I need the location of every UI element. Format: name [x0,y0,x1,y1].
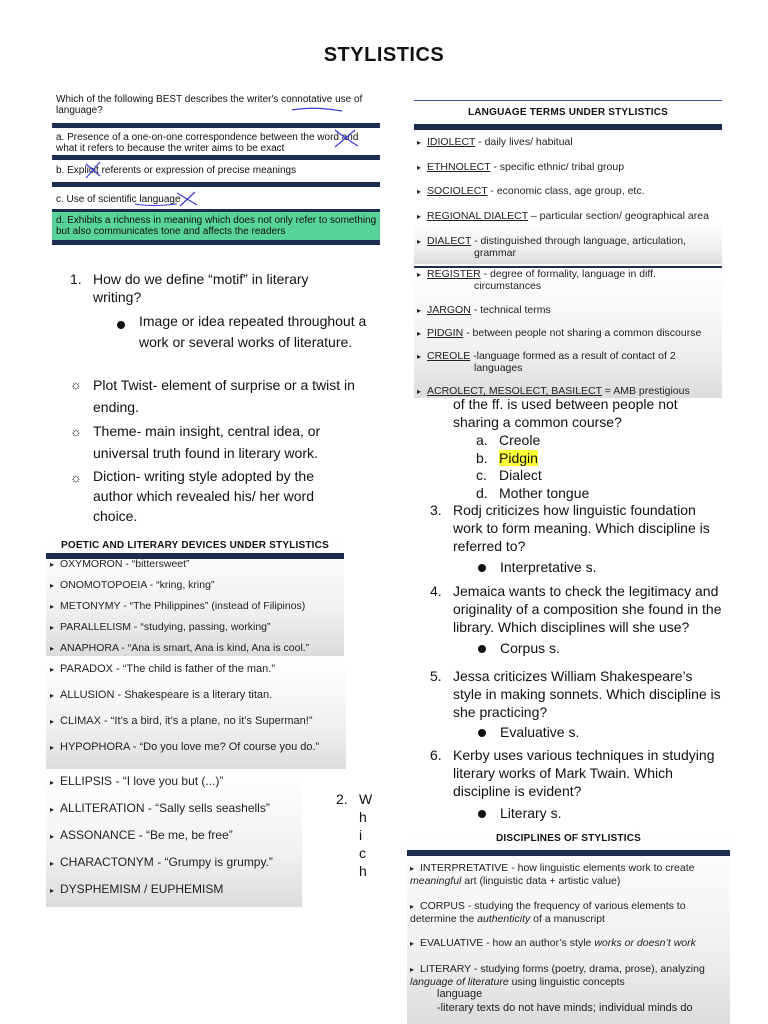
quiz-option-d: d. Exhibits a richness in meaning which does not only refer to something but also communicates tone and affects the readers [56,215,377,237]
vertical-letter: h [359,863,367,879]
term-name: SOCIOLECT [427,185,488,197]
question-number: 5. [430,668,442,684]
triangle-bullet-icon: ▸ [417,138,422,147]
triangle-bullet-icon: ▸ [417,387,422,396]
option-letter: c. [476,467,487,483]
term-definition: - specific ethnic/ tribal group [490,161,625,173]
device-item [50,579,214,592]
term-item [474,280,541,292]
question-1-number: 1. [70,271,82,287]
discipline-emphasis: language of literature [410,976,509,988]
device-item [50,642,309,655]
term-definition: - between people not sharing a common discourse [463,327,702,339]
triangle-bullet-icon: ▸ [417,352,422,361]
device-text: ALLUSION - Shakespeare is a literary titan. [60,689,273,701]
term-name: ETHNOLECT [427,161,491,173]
sun-bullet-icon: ☼ [70,470,82,485]
quiz-option-b: b. Explicit referents or expression of precise meanings [56,165,297,176]
term-definition: - degree of formality, language in diff. [480,268,656,280]
triangle-bullet-icon: ▸ [410,965,415,974]
device-text: CLIMAX - “It’s a bird, it’s a plane, no it’s Superman!” [60,715,313,727]
triangle-bullet-icon: ▸ [50,560,55,569]
term-definition: languages [474,362,523,374]
question-text: Kerby uses various techniques in studying literary works of Mark Twain. Which discipline is evident? [453,747,715,799]
term-name: ACROLECT, MESOLECT, BASILECT [427,385,602,397]
question-answer: Evaluative s. [500,724,580,740]
triangle-bullet-icon: ▸ [417,237,422,246]
bullet-icon [478,810,486,818]
question-number: 3. [430,502,442,518]
term-definition: - daily lives/ habitual [475,136,573,148]
device-item [50,715,313,728]
term-item [417,350,676,363]
devices-header: POETIC AND LITERARY DEVICES UNDER STYLISTICS [61,540,329,551]
sun-bullet-icon: ☼ [70,424,82,439]
vertical-letter: i [359,827,363,843]
triangle-bullet-icon: ▸ [50,832,55,841]
question-2-continuation: of the ff. is used between people not sharing a common course? [453,396,678,430]
device-item [50,775,223,789]
discipline-item [410,862,730,887]
discipline-item [410,900,730,925]
term-item [417,235,686,248]
quiz-option-a: a. Presence of a one-on-one correspondence between the word and what it refers to because the writer aims to be exact [56,132,359,154]
device-text: METONYMY - “The Philippines” (instead of Filipinos) [60,600,306,612]
bullet-icon [478,729,486,737]
term-item [417,210,709,223]
triangle-bullet-icon: ▸ [50,778,55,787]
device-item [50,741,319,754]
discipline-text: CORPUS - studying the frequency of various elements to determine the [410,900,686,925]
discipline-text: using linguistic concepts [508,976,625,988]
list-item: Diction- writing style adopted by the author which revealed his/ her word choice. [93,468,315,524]
triangle-bullet-icon: ▸ [50,581,55,590]
term-name: DIALECT [427,235,472,247]
question-answer: Interpretative s. [500,559,597,575]
divider [407,850,730,856]
triangle-bullet-icon: ▸ [50,602,55,611]
option-row [476,449,538,467]
term-item [417,161,624,174]
list-item: Theme- main insight, central idea, or universal truth found in literary work. [93,423,321,461]
discipline-item [410,937,730,950]
term-item [417,136,573,149]
bullet-icon [478,564,486,572]
discipline-emphasis: works or doesn’t work [594,937,696,949]
triangle-bullet-icon: ▸ [50,717,55,726]
term-name: REGISTER [427,268,481,280]
triangle-bullet-icon: ▸ [50,805,55,814]
question-text: Jessa criticizes William Shakespeare’s style in making sonnets. Which discipline is she practicing? [453,668,721,720]
triangle-bullet-icon: ▸ [410,939,415,948]
vertical-letter: h [359,809,367,825]
term-definition: -language formed as a result of contact of 2 [470,350,676,362]
term-definition: = AMB prestigious [601,385,690,397]
question-answer: Literary s. [500,805,562,821]
term-item [474,247,516,259]
page-title: STYLISTICS [323,44,445,66]
device-text: CHARACTONYM - “Grumpy is grumpy.” [60,855,273,869]
question-answer: Corpus s. [500,640,560,656]
device-text: ONOMOTOPOEIA - “kring, kring” [60,579,215,591]
term-definition: - distinguished through language, articulation, [471,235,686,247]
triangle-bullet-icon: ▸ [417,306,422,315]
question-number: 4. [430,583,442,599]
device-item [50,621,271,634]
option-letter: d. [476,484,488,501]
device-item [50,689,272,702]
term-item [417,185,645,198]
quiz-image [52,92,380,250]
triangle-bullet-icon: ▸ [417,270,422,279]
bullet-icon [117,316,125,334]
term-name: REGIONAL DIALECT [427,210,528,222]
device-text: ELLIPSIS - “I love you but (...)” [60,774,224,788]
discipline-tail: language [437,988,483,1000]
device-text: ALLITERATION - “Sally sells seashells” [60,801,270,815]
triangle-bullet-icon: ▸ [417,187,422,196]
terms-header: LANGUAGE TERMS UNDER STYLISTICS [467,107,669,118]
quiz-question: Which of the following BEST describes the writer's connotative use of language? [56,94,363,116]
list-item: Plot Twist- element of surprise or a twist in ending. [93,377,355,415]
discipline-text: INTERPRETATIVE - how linguistic elements work to create [420,862,695,874]
question-1-answer: Image or idea repeated throughout a work or several works of literature. [139,313,367,350]
device-text: OXYMORON - “bittersweet” [60,558,190,570]
option-text: Mother tongue [499,484,590,501]
discipline-text: of a manuscript [530,913,605,925]
term-name: JARGON [427,304,471,316]
vertical-letter: W [359,791,373,807]
term-item [417,327,701,340]
triangle-bullet-icon: ▸ [50,859,55,868]
question-2-number: 2. [336,791,348,807]
question-number: 6. [430,747,442,763]
device-item [50,558,190,571]
option-row [476,431,540,449]
triangle-bullet-icon: ▸ [417,212,422,221]
term-item [474,362,522,374]
device-text: HYPOPHORA - “Do you love me? Of course you do.” [60,741,320,753]
bullet-icon [478,645,486,653]
term-item [417,304,551,317]
triangle-bullet-icon: ▸ [50,644,55,653]
option-letter: a. [476,432,488,448]
device-item [50,883,223,897]
question-text: Jemaica wants to check the legitimacy and originality of a composition she found in the library. Which disciplines will she use? [453,583,722,635]
option-text: Pidgin [499,449,538,466]
device-item [50,856,273,870]
discipline-text: EVALUATIVE - how an author’s style [420,937,595,949]
term-name: PIDGIN [427,327,464,339]
option-row [476,466,542,484]
discipline-text: LITERARY - studying forms (poetry, drama, prose), analyzing [420,963,705,975]
triangle-bullet-icon: ▸ [417,329,422,338]
term-definition: circumstances [474,280,542,292]
triangle-bullet-icon: ▸ [417,163,422,172]
device-item [50,663,275,676]
option-text: Creole [499,432,541,448]
term-name: IDIOLECT [427,136,476,148]
device-text: PARALLELISM - “studying, passing, working” [60,621,271,633]
option-letter: b. [476,449,488,466]
device-item [50,600,305,613]
discipline-tail: -literary texts do not have minds; individual minds do [437,1002,693,1014]
discipline-item [410,963,730,988]
question-1-text: How do we define “motif” in literary writing? [93,271,309,305]
pen-marks [52,92,380,250]
discipline-text: art (linguistic data + artistic value) [461,875,621,887]
quiz-option-c: c. Use of scientific language [56,194,181,205]
term-definition: grammar [474,247,517,259]
triangle-bullet-icon: ▸ [50,886,55,895]
term-definition: - technical terms [470,304,551,316]
triangle-bullet-icon: ▸ [50,691,55,700]
triangle-bullet-icon: ▸ [410,902,415,911]
device-text: DYSPHEMISM / EUPHEMISM [60,882,224,896]
triangle-bullet-icon: ▸ [50,743,55,752]
term-definition: – particular section/ geographical area [527,210,709,222]
discipline-emphasis: authenticity [477,913,531,925]
device-text: ANAPHORA - “Ana is smart, Ana is kind, Ana is cool.” [60,642,310,654]
triangle-bullet-icon: ▸ [50,623,55,632]
vertical-letter: c [359,845,366,861]
term-definition: - economic class, age group, etc. [487,185,645,197]
device-text: ASSONANCE - “Be me, be free” [60,828,233,842]
triangle-bullet-icon: ▸ [50,665,55,674]
disciplines-header: DISCIPLINES OF STYLISTICS [495,833,641,844]
divider [414,124,722,130]
term-name: CREOLE [427,350,471,362]
triangle-bullet-icon: ▸ [410,864,415,873]
device-item [50,802,270,816]
question-text: Rodj criticizes how linguistic foundation work to form meaning. Which discipline is referred to? [453,502,710,554]
discipline-emphasis: meaningful [410,875,462,887]
sun-bullet-icon: ☼ [70,377,82,392]
device-text: PARADOX - “The child is father of the man.” [60,663,275,675]
device-item [50,829,233,843]
option-text: Dialect [499,467,542,483]
option-row [476,484,589,502]
